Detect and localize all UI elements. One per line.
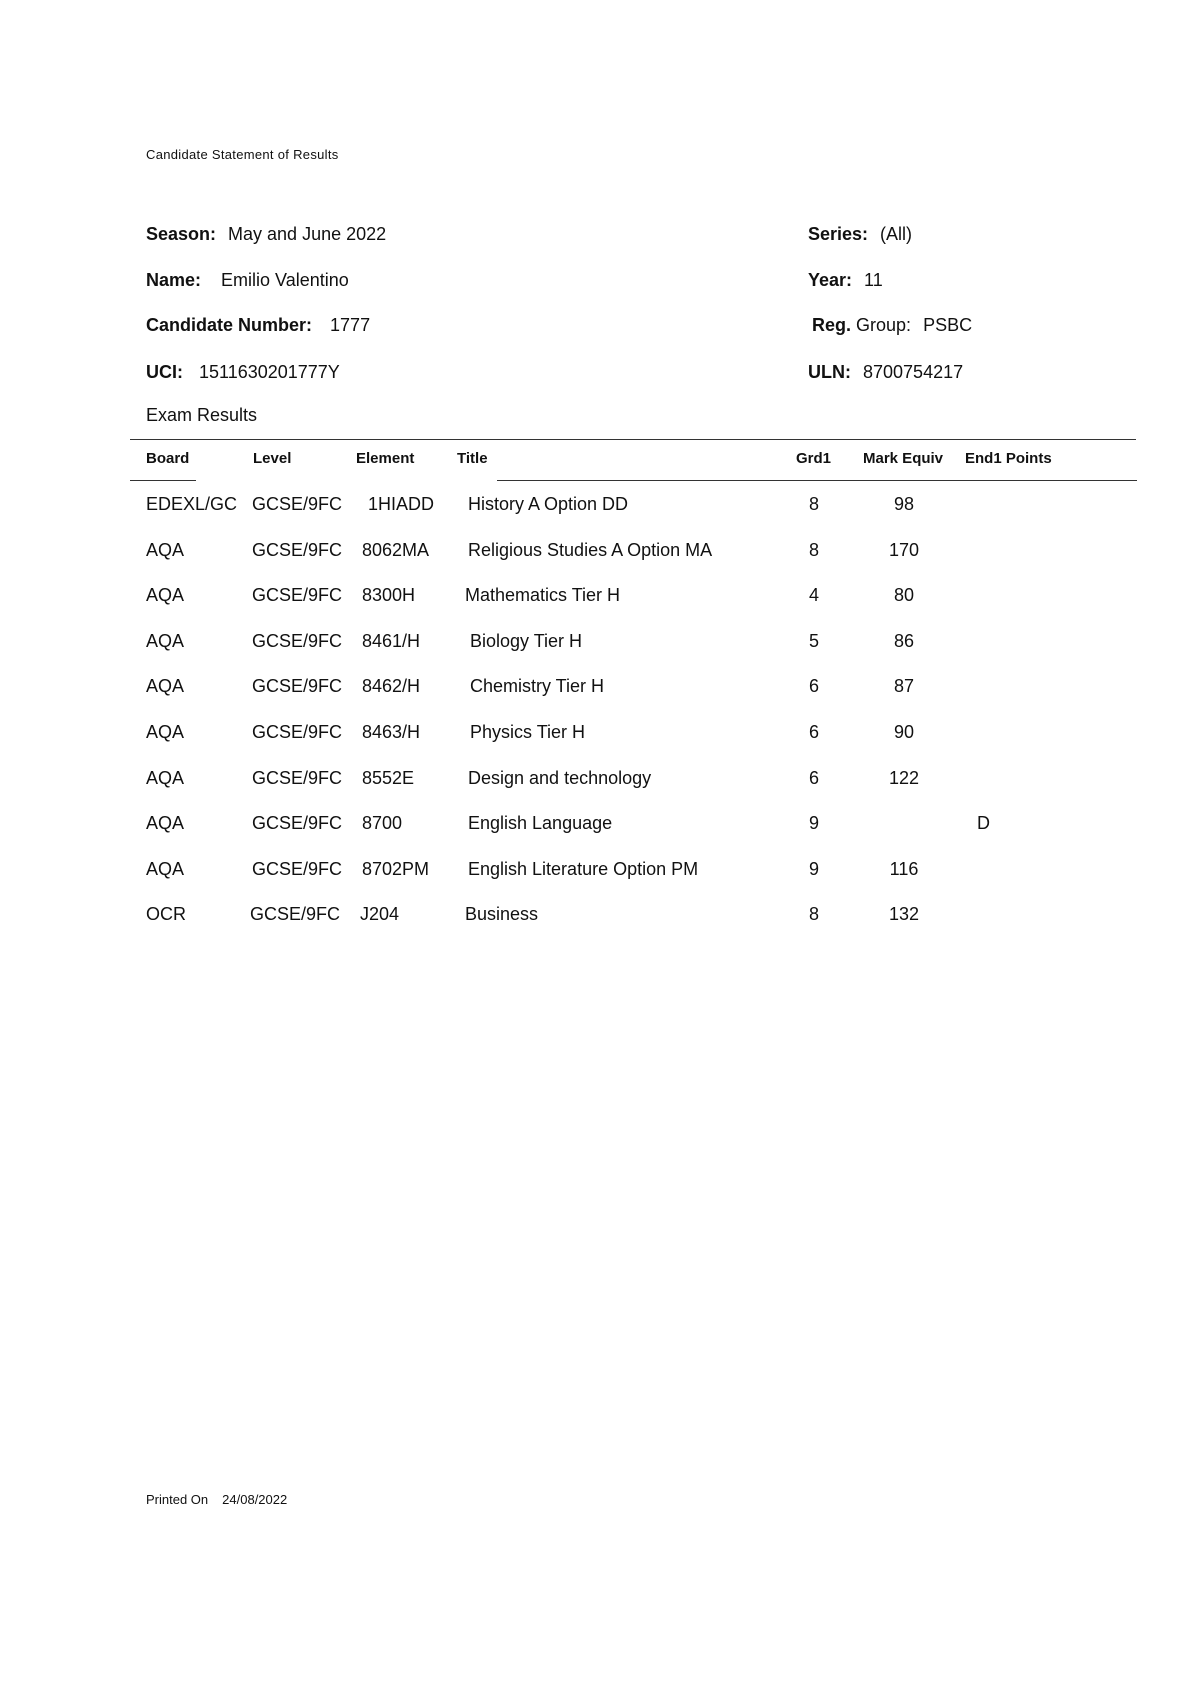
printed-on-value: 24/08/2022	[222, 1492, 288, 1507]
cell-title: History A Option DD	[468, 494, 629, 514]
cell-mark-equiv: 90	[893, 722, 915, 742]
table-header-rule	[497, 480, 1137, 481]
header-element: Element	[356, 450, 415, 467]
cell-grade: 5	[808, 630, 819, 651]
cell-element: 1HIADD	[368, 494, 435, 514]
cell-board: AQA	[146, 722, 185, 742]
cell-grade: 8	[808, 539, 819, 560]
reg-group-label-2: Group:	[856, 315, 912, 335]
printed-on	[146, 1492, 287, 1507]
cell-level: GCSE/9FC	[252, 722, 343, 742]
cell-level: GCSE/9FC	[252, 585, 343, 606]
uci-value: 1511630201777Y	[199, 362, 340, 382]
cell-element: 8463/H	[362, 722, 421, 742]
header-grade: Grd1	[796, 450, 832, 467]
cell-board: AQA	[146, 858, 185, 879]
cell-level: GCSE/9FC	[252, 494, 343, 514]
uln-label: ULN:	[808, 362, 851, 382]
candidate-number-field	[146, 315, 370, 336]
candidate-number-label: Candidate Number:	[146, 315, 313, 335]
header-mark-equiv: Mark Equiv	[863, 450, 944, 467]
cell-element: 8300H	[362, 585, 416, 606]
header-end1-points: End1 Points	[965, 450, 1052, 467]
series-field	[808, 224, 912, 245]
header-level: Level	[253, 450, 292, 467]
cell-title: Physics Tier H	[470, 722, 586, 742]
reg-group-value: PSBC	[923, 315, 973, 335]
cell-level: GCSE/9FC	[252, 676, 343, 697]
cell-title: Design and technology	[468, 767, 652, 788]
cell-element: 8702PM	[362, 858, 430, 879]
table-row	[0, 904, 1200, 934]
cell-level: GCSE/9FC	[250, 904, 341, 925]
header-title: Title	[457, 450, 488, 467]
reg-group-label: Reg.	[812, 315, 852, 335]
cell-level: GCSE/9FC	[252, 539, 343, 560]
series-label: Series:	[808, 224, 869, 244]
table-row	[0, 585, 1200, 615]
cell-title: Mathematics Tier H	[465, 585, 621, 606]
cell-board: AQA	[146, 630, 185, 651]
cell-level: GCSE/9FC	[252, 858, 343, 879]
cell-mark-equiv: 80	[893, 585, 915, 606]
reg-group-field	[812, 315, 972, 336]
cell-title: English Literature Option PM	[468, 858, 699, 879]
cell-title: Religious Studies A Option MA	[468, 539, 713, 560]
table-header-rule-left	[130, 480, 196, 481]
season-label: Season:	[146, 224, 217, 244]
year-field	[808, 270, 883, 291]
season-value: May and June 2022	[228, 224, 387, 244]
table-row	[0, 631, 1200, 661]
table-row	[0, 540, 1200, 570]
cell-title: English Language	[468, 813, 613, 834]
cell-element: 8462/H	[362, 676, 421, 697]
cell-mark-equiv: 122	[888, 767, 920, 788]
cell-element: 8552E	[362, 767, 415, 788]
cell-board: OCR	[146, 904, 186, 925]
cell-grade: 9	[808, 813, 819, 834]
cell-mark-equiv: 116	[889, 858, 919, 879]
cell-grade: 6	[808, 767, 819, 788]
table-row	[0, 494, 1200, 524]
cell-mark-equiv: 170	[888, 539, 920, 560]
table-row	[0, 768, 1200, 798]
cell-grade: 6	[808, 676, 819, 697]
printed-on-label: Printed On	[146, 1492, 209, 1507]
cell-board: AQA	[146, 813, 185, 834]
table-row	[0, 676, 1200, 706]
header-board: Board	[146, 450, 190, 467]
year-label: Year:	[808, 270, 853, 290]
cell-mark-equiv: 132	[888, 904, 920, 925]
uln-field	[808, 362, 963, 383]
table-top-rule	[130, 439, 1136, 440]
cell-grade: 8	[808, 904, 819, 925]
cell-mark-equiv: 98	[893, 494, 915, 514]
cell-element: J204	[360, 904, 400, 925]
cell-element: 8700	[362, 813, 403, 834]
section-title: Exam Results	[146, 405, 258, 425]
name-label: Name:	[146, 270, 202, 290]
cell-title: Biology Tier H	[470, 630, 583, 651]
table-row	[0, 722, 1200, 752]
series-value: (All)	[880, 224, 913, 244]
document-title: Candidate Statement of Results	[146, 147, 339, 162]
cell-board: EDEXL/GC	[146, 494, 238, 514]
uci-field	[146, 362, 340, 383]
cell-grade: 8	[808, 494, 819, 514]
cell-grade: 9	[808, 858, 819, 879]
cell-level: GCSE/9FC	[252, 813, 343, 834]
cell-end1-points: D	[977, 813, 990, 834]
year-value: 11	[864, 270, 883, 290]
name-field	[146, 270, 349, 291]
uln-value: 8700754217	[863, 362, 964, 382]
table-row	[0, 859, 1200, 889]
cell-board: AQA	[146, 676, 185, 697]
cell-grade: 4	[808, 585, 819, 606]
cell-board: AQA	[146, 585, 185, 606]
candidate-number-value: 1777	[330, 315, 371, 335]
table-row	[0, 813, 1200, 843]
cell-level: GCSE/9FC	[252, 630, 343, 651]
uci-label: UCI:	[146, 362, 183, 382]
cell-mark-equiv: 87	[893, 676, 915, 697]
cell-title: Business	[465, 904, 539, 925]
cell-element: 8461/H	[362, 630, 421, 651]
cell-level: GCSE/9FC	[252, 767, 343, 788]
cell-title: Chemistry Tier H	[470, 676, 605, 697]
cell-grade: 6	[808, 722, 819, 742]
cell-board: AQA	[146, 539, 185, 560]
season-field	[146, 224, 386, 245]
name-value: Emilio Valentino	[221, 270, 349, 290]
cell-board: AQA	[146, 767, 185, 788]
cell-mark-equiv: 86	[893, 630, 915, 651]
cell-element: 8062MA	[362, 539, 430, 560]
